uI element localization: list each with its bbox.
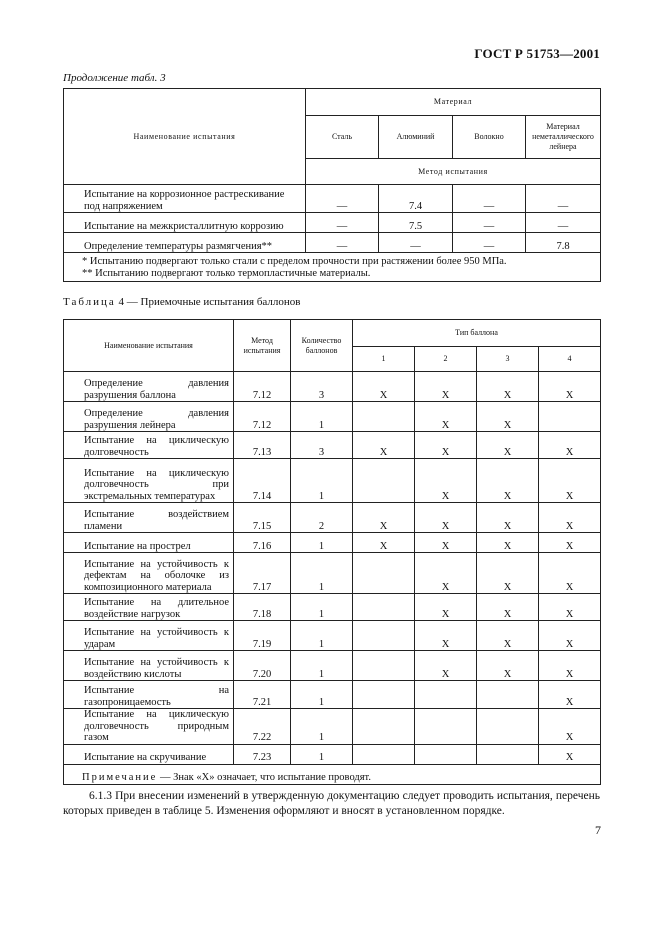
table4-mark <box>415 709 477 745</box>
table3-cell: — <box>453 185 526 213</box>
table3-note: * Испытанию подвергают только стали с пределом прочности при растяжении более 950 МПа. <box>82 256 507 267</box>
table4-count: 1 <box>291 651 353 681</box>
table4-mark: X <box>539 459 601 503</box>
table4-mark: X <box>477 651 539 681</box>
table3-material: Материал неметаллического лейнера <box>526 116 601 159</box>
table4-type-header: 2 <box>415 347 477 372</box>
table4-count: 1 <box>291 553 353 594</box>
table4-mark <box>353 459 415 503</box>
table4-mark: X <box>539 503 601 533</box>
table4-count: 1 <box>291 681 353 709</box>
table4-mark: X <box>539 432 601 459</box>
table4-count: 1 <box>291 459 353 503</box>
table4-name-cell <box>64 709 234 745</box>
table4-mark: X <box>539 621 601 651</box>
table4-caption <box>63 296 300 308</box>
table4-row-name: Испытание на скручивание <box>84 752 207 763</box>
table4-row-name: Испытание на циклическую долговечность при экстремальных температурах <box>84 467 229 502</box>
table4-mark: X <box>539 744 601 764</box>
table3-row-name: Испытание на межкристаллитную коррозию <box>64 213 306 233</box>
table4-mark: X <box>539 709 601 745</box>
table3-cell: — <box>379 233 453 253</box>
table4-mark <box>415 744 477 764</box>
table4-mark: X <box>415 553 477 594</box>
table4-method: 7.13 <box>234 432 291 459</box>
table4-name-cell <box>64 621 234 651</box>
table4-caption-word: Таблица <box>63 296 116 308</box>
table4-mark: X <box>415 402 477 432</box>
page-number: 7 <box>595 823 601 837</box>
table4-name-cell <box>64 651 234 681</box>
table3 <box>63 88 601 282</box>
table4-note-rest: — Знак «Х» означает, что испытание проводят. <box>157 772 371 783</box>
paragraph-6-1-3 <box>63 789 600 819</box>
table4-count: 1 <box>291 621 353 651</box>
table3-material: Волокно <box>453 116 526 159</box>
table4-name-cell <box>64 681 234 709</box>
table4-note <box>64 764 601 784</box>
table4-type-header: 4 <box>539 347 601 372</box>
table3-cell: — <box>306 213 379 233</box>
table4-mark: X <box>415 503 477 533</box>
table4-row <box>64 503 601 533</box>
table3-cell: 7.4 <box>379 185 453 213</box>
table3-cell: — <box>306 233 379 253</box>
table4-count: 1 <box>291 594 353 621</box>
table4-body <box>64 372 601 765</box>
table4-mark <box>353 681 415 709</box>
table4-mark: X <box>477 621 539 651</box>
table4-mark: X <box>477 432 539 459</box>
table4-mark: X <box>353 503 415 533</box>
table4 <box>63 319 601 785</box>
table4-count: 1 <box>291 402 353 432</box>
table4-name-cell <box>64 372 234 402</box>
table4-method: 7.12 <box>234 372 291 402</box>
table4-mark: X <box>477 459 539 503</box>
table4-col-method: Метод испытания <box>234 320 291 372</box>
table4-method: 7.17 <box>234 553 291 594</box>
table4-row <box>64 594 601 621</box>
table4-mark <box>353 744 415 764</box>
table4-method: 7.14 <box>234 459 291 503</box>
table4-col-type: Тип баллона <box>353 320 601 347</box>
paragraph-text: 6.1.3 При внесении изменений в утвержденную документацию следует проводить испытания, перечень которых приведен в таблице 5. Изменения оформляют и вносят в установленном порядке. <box>63 790 600 817</box>
table3-note: ** Испытанию подвергают только термопластичные материалы. <box>82 267 371 279</box>
table4-mark: X <box>477 553 539 594</box>
table4-name-cell <box>64 533 234 553</box>
table3-col-material: Материал <box>306 89 601 116</box>
table3-cell: — <box>453 213 526 233</box>
table4-mark: X <box>539 594 601 621</box>
table4-mark: X <box>477 503 539 533</box>
table4-mark: X <box>539 553 601 594</box>
table4-method: 7.20 <box>234 651 291 681</box>
table4-row <box>64 709 601 745</box>
table4-mark <box>415 681 477 709</box>
table4-row-name: Испытание на прострел <box>84 540 191 552</box>
table4-mark <box>477 709 539 745</box>
document-header: ГОСТ Р 51753—2001 <box>474 46 600 61</box>
table4-name-cell <box>64 503 234 533</box>
table4-method: 7.23 <box>234 744 291 764</box>
table4-count: 1 <box>291 744 353 764</box>
table4-caption-rest: 4 — Приемочные испытания баллонов <box>115 296 301 308</box>
table4-mark <box>353 402 415 432</box>
table4-name-cell <box>64 553 234 594</box>
table4-row-name: Испытание на циклическую долговечность <box>84 435 229 458</box>
table3-cell: 7.5 <box>379 213 453 233</box>
table4-mark: X <box>353 432 415 459</box>
table4-count: 1 <box>291 709 353 745</box>
table4-row-name: Испытание на устойчивость к ударам <box>84 627 229 650</box>
table4-row <box>64 651 601 681</box>
table4-row <box>64 459 601 503</box>
table4-mark: X <box>477 594 539 621</box>
table4-mark <box>353 621 415 651</box>
table4-method: 7.18 <box>234 594 291 621</box>
table4-mark <box>477 744 539 764</box>
table3-col-method: Метод испытания <box>306 159 601 185</box>
table3-row-name: Определение температуры размягчения** <box>64 233 306 253</box>
table4-mark: X <box>415 594 477 621</box>
table4-row <box>64 621 601 651</box>
table3-cell: — <box>526 213 601 233</box>
table4-count: 1 <box>291 533 353 553</box>
table4-mark: X <box>539 681 601 709</box>
table4-mark <box>353 651 415 681</box>
table4-mark: X <box>415 432 477 459</box>
table4-method: 7.12 <box>234 402 291 432</box>
table4-mark: X <box>353 372 415 402</box>
table4-mark: X <box>353 533 415 553</box>
table3-cell: — <box>526 185 601 213</box>
table4-mark: X <box>539 651 601 681</box>
table4-name-cell <box>64 402 234 432</box>
table3-col-test: Наименование испытания <box>64 89 306 185</box>
table4-row-name: Определение давления разрушения баллона <box>84 378 229 401</box>
table4-mark <box>353 709 415 745</box>
table4-mark: X <box>477 533 539 553</box>
table4-name-cell <box>64 744 234 764</box>
table3-material: Сталь <box>306 116 379 159</box>
table4-type-header: 1 <box>353 347 415 372</box>
table4-row-name: Испытание на устойчивость к воздействию кислоты <box>84 657 229 680</box>
table4-method: 7.16 <box>234 533 291 553</box>
table4-mark: X <box>415 372 477 402</box>
table4-name-cell <box>64 432 234 459</box>
table4-mark: X <box>477 402 539 432</box>
table4-row-name: Испытание на устойчивость к дефектам на оболочке из композиционного материала <box>84 558 229 593</box>
table4-count: 3 <box>291 432 353 459</box>
table4-mark <box>477 681 539 709</box>
table4-method: 7.21 <box>234 681 291 709</box>
table4-count: 2 <box>291 503 353 533</box>
table4-row <box>64 402 601 432</box>
table4-count: 3 <box>291 372 353 402</box>
table4-method: 7.22 <box>234 709 291 745</box>
table4-mark: X <box>415 651 477 681</box>
table3-cell: — <box>453 233 526 253</box>
table3-material: Алюминий <box>379 116 453 159</box>
table4-method: 7.19 <box>234 621 291 651</box>
table4-row-name: Определение давления разрушения лейнера <box>84 408 229 431</box>
table4-type-header: 3 <box>477 347 539 372</box>
table4-row <box>64 681 601 709</box>
table4-row-name: Испытание на циклическую долговечность природным газом <box>84 709 229 743</box>
table4-col-count: Количество баллонов <box>291 320 353 372</box>
table4-mark <box>353 553 415 594</box>
table4-row <box>64 432 601 459</box>
table3-cell: 7.8 <box>526 233 601 253</box>
table3-cell: — <box>306 185 379 213</box>
table4-mark: X <box>415 621 477 651</box>
table4-method: 7.15 <box>234 503 291 533</box>
table3-notes <box>64 253 601 282</box>
table4-row-name: Испытание на газопроницаемость <box>84 685 229 708</box>
table4-row-name: Испытание на длительное воздействие нагрузок <box>84 597 229 620</box>
table4-mark: X <box>477 372 539 402</box>
table3-continuation-label: Продолжение табл. 3 <box>63 72 166 84</box>
table4-row-name: Испытание воздействием пламени <box>84 509 229 532</box>
table4-row <box>64 533 601 553</box>
table4-mark <box>539 402 601 432</box>
table4-name-cell <box>64 594 234 621</box>
table4-note-word: Примечание <box>82 772 158 783</box>
table4-mark: X <box>415 459 477 503</box>
table4-mark <box>353 594 415 621</box>
table4-row <box>64 744 601 764</box>
table4-row <box>64 372 601 402</box>
table4-col-test: Наименование испытания <box>64 320 234 372</box>
table4-mark: X <box>415 533 477 553</box>
table4-name-cell <box>64 459 234 503</box>
table3-row-name: Испытание на коррозионное растрескивание под напряжением <box>64 185 306 213</box>
table4-row <box>64 553 601 594</box>
table4-mark: X <box>539 533 601 553</box>
table4-mark: X <box>539 372 601 402</box>
